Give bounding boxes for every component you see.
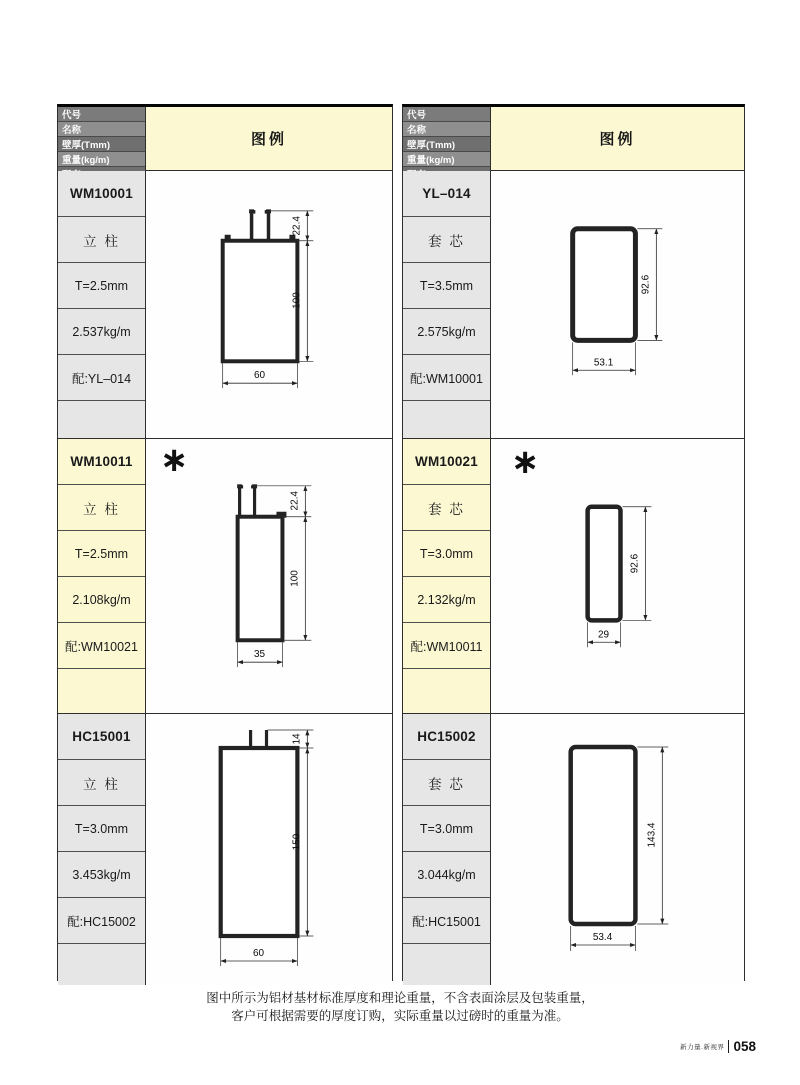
product-block-wm10011 — [58, 439, 392, 714]
header-label-code: 代号 — [58, 107, 145, 122]
profile-diagram — [146, 439, 392, 713]
dim-top: 14 — [291, 733, 303, 745]
product-name: 套 芯 — [403, 485, 490, 531]
header-row-labels — [58, 107, 146, 170]
product-match: 配:WM10011 — [403, 623, 490, 669]
product-name: 套 芯 — [403, 217, 490, 263]
header-label-weight: 重量(kg/m) — [58, 152, 145, 167]
product-name: 立 柱 — [58, 485, 145, 531]
product-thickness: T=3.5mm — [403, 263, 490, 309]
profile-table-left — [57, 104, 393, 981]
profile-table-right — [402, 104, 745, 981]
table-header — [403, 107, 744, 171]
product-block-wm10021 — [403, 439, 744, 714]
dim-width: 60 — [254, 370, 266, 382]
legend-header-cell: 图例 — [146, 107, 392, 170]
product-weight: 2.575kg/m — [403, 309, 490, 355]
asterisk-marker: ∗ — [511, 443, 540, 481]
asterisk-marker: ∗ — [160, 441, 189, 479]
dim-height: 143.4 — [646, 822, 658, 848]
header-label-name: 名称 — [403, 122, 490, 137]
profile-diagram — [146, 714, 392, 985]
header-row-labels — [403, 107, 491, 170]
product-name: 套 芯 — [403, 760, 490, 806]
product-code: HC15002 — [403, 714, 490, 760]
product-name: 立 柱 — [58, 760, 145, 806]
product-thickness: T=3.0mm — [403, 806, 490, 852]
profile-drawing-wm10011 — [146, 439, 392, 713]
product-labels — [58, 439, 146, 713]
label-filler — [403, 401, 490, 438]
brand-tagline: 新力量.新视界 — [680, 1044, 725, 1051]
footer-divider — [728, 1040, 729, 1053]
header-label-thickness: 壁厚(Tmm) — [58, 137, 145, 152]
product-match: 配:WM10021 — [58, 623, 145, 669]
label-filler — [58, 401, 145, 438]
product-thickness: T=3.0mm — [403, 531, 490, 577]
product-thickness: T=2.5mm — [58, 263, 145, 309]
header-label-thickness: 壁厚(Tmm) — [403, 137, 490, 152]
product-weight: 3.044kg/m — [403, 852, 490, 898]
product-weight: 2.108kg/m — [58, 577, 145, 623]
dim-width: 53.1 — [593, 357, 614, 369]
product-match: 配:HC15001 — [403, 898, 490, 944]
product-weight: 3.453kg/m — [58, 852, 145, 898]
header-label-weight: 重量(kg/m) — [403, 152, 490, 167]
dim-height: 150 — [291, 833, 303, 851]
dim-width: 60 — [253, 947, 265, 960]
product-name: 立 柱 — [58, 217, 145, 263]
header-label-name: 名称 — [58, 122, 145, 137]
product-weight: 2.132kg/m — [403, 577, 490, 623]
dim-width: 29 — [598, 629, 610, 641]
product-code: HC15001 — [58, 714, 145, 760]
table-header — [58, 107, 392, 171]
page-footer — [680, 1039, 756, 1054]
product-block-wm10001 — [58, 171, 392, 439]
dim-top: 22.4 — [289, 491, 301, 511]
product-thickness: T=2.5mm — [58, 531, 145, 577]
profile-drawing-wm10021 — [491, 439, 744, 713]
dim-top: 22.4 — [291, 216, 303, 236]
product-weight: 2.537kg/m — [58, 309, 145, 355]
footnote-line-2: 客户可根据需要的厚度订购，实际重量以过磅时的重量为准。 — [231, 1009, 569, 1023]
product-match: 配:HC15002 — [58, 898, 145, 944]
product-labels — [403, 171, 491, 438]
product-match: 配:WM10001 — [403, 355, 490, 401]
footnote — [0, 989, 800, 1025]
header-label-code: 代号 — [403, 107, 490, 122]
product-code: WM10021 — [403, 439, 490, 485]
dim-height: 100 — [291, 292, 303, 309]
product-block-hc15002 — [403, 714, 744, 985]
product-code: YL–014 — [403, 171, 490, 217]
profile-diagram — [491, 714, 744, 985]
label-filler — [403, 944, 490, 985]
profile-drawing-hc15001 — [146, 714, 392, 985]
dim-width: 53.4 — [592, 931, 613, 944]
footnote-line-1: 图中所示为铝材基材标准厚度和理论重量，不含表面涂层及包装重量， — [206, 991, 594, 1005]
profile-drawing-hc15002 — [491, 714, 744, 985]
product-code: WM10001 — [58, 171, 145, 217]
product-labels — [58, 714, 146, 985]
dim-height: 92.6 — [640, 274, 652, 295]
label-filler — [403, 669, 490, 713]
profile-drawing-yl014 — [491, 171, 744, 438]
product-block-yl014 — [403, 171, 744, 439]
label-filler — [58, 669, 145, 713]
profile-diagram — [491, 439, 744, 713]
product-block-hc15001 — [58, 714, 392, 985]
profile-drawing-wm10001 — [146, 171, 392, 438]
dim-width: 35 — [254, 649, 266, 661]
label-filler — [58, 944, 145, 985]
product-thickness: T=3.0mm — [58, 806, 145, 852]
product-labels — [58, 171, 146, 438]
product-labels — [403, 439, 491, 713]
legend-header-cell: 图例 — [491, 107, 744, 170]
profile-diagram — [491, 171, 744, 438]
product-labels — [403, 714, 491, 985]
dim-height: 100 — [289, 570, 301, 587]
page-number: 058 — [733, 1039, 756, 1054]
profile-diagram — [146, 171, 392, 438]
product-code: WM10011 — [58, 439, 145, 485]
product-match: 配:YL–014 — [58, 355, 145, 401]
dim-height: 92.6 — [629, 553, 641, 574]
